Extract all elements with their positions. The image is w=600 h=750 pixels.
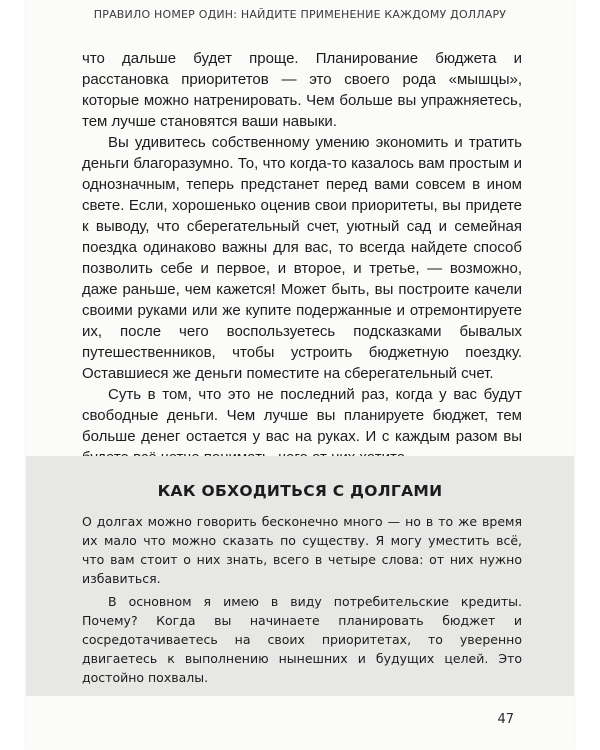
book-page — [26, 0, 574, 750]
running-header: ПРАВИЛО НОМЕР ОДИН: НАЙДИТЕ ПРИМЕНЕНИЕ КАЖДОМУ ДОЛЛАРУ — [93, 8, 507, 21]
page-number: 47 — [497, 712, 514, 727]
paragraph: что дальше будет проще. Планирование бюджета и расстановка приоритетов — это своего рода «мышцы», которые можно натренировать. Чем больше вы упражняетесь, тем лучше становятся ваши навыки. — [82, 50, 522, 130]
section-title: КАК ОБХОДИТЬСЯ С ДОЛГАМИ — [157, 482, 443, 500]
paragraph: Вы удивитесь собственному умению экономить и тратить деньги благоразумно. То, что когда-то казалось вам простым и однозначным, теперь предстанет перед вами совсем в ином свете. Если, хорошенько оценив свои приоритеты, вы придете к выводу, что сберегательный счет, уютный сад и семейная поездка одинаково важны для вас, то всегда найдете способ позволить себе и первое, и второе, и третье, — возможно, даже раньше, чем кажется! Может быть, вы построите качели своими руками или же купите подержанные и отремонтируете их, после чего воспользуетесь подсказками бывалых путешественников, чтобы устроить бюджетную поездку. Оставшиеся же деньги поместите на сберегательный счет. — [82, 134, 522, 382]
section-text — [82, 512, 522, 687]
paragraph: Суть в том, что это не последний раз, когда у вас будут свободные деньги. Чем лучше вы планируете бюджет, тем больше денег остается у вас на руках. И с каждым разом вы — [82, 386, 522, 445]
main-text — [82, 48, 522, 468]
section-paragraph: В основном я имею в виду потребительские кредиты. Почему? Когда вы начинаете планировать бюджет и сосредотачиваетесь на своих приоритетах, то уверенно двигаетесь к выполнению нынешних и будущих целей. Это достойно похвалы. — [82, 594, 522, 685]
section-paragraph: О долгах можно говорить бесконечно много — но в то же время их мало что можно сказать по существу. Я могу уместить всё, что вам стоит о них знать, всего в четыре слова: от них нужно избавиться. — [82, 514, 522, 586]
